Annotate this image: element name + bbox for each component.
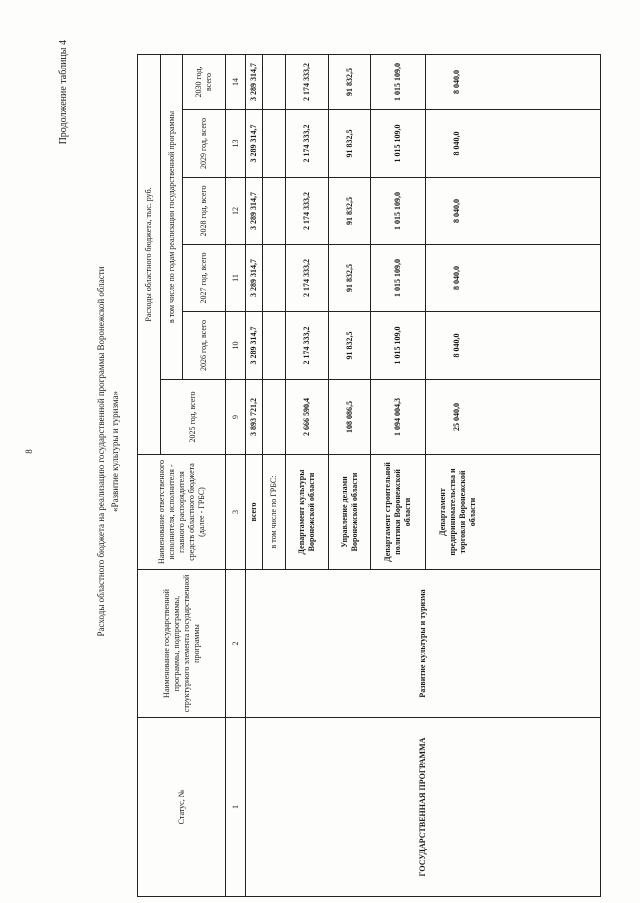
column-number: 9	[226, 380, 246, 455]
column-number: 10	[226, 312, 246, 380]
value-cell: 108 086,5	[329, 380, 371, 455]
column-number: 12	[226, 178, 246, 245]
value-cell-empty	[263, 110, 286, 178]
document-title	[94, 0, 122, 903]
executor-cell: Управление делами Воронежской области	[329, 455, 371, 570]
value-cell-empty	[263, 178, 286, 245]
header-status: Статус, №	[138, 718, 226, 897]
value-cell: 25 040,0	[426, 380, 601, 455]
value-cell: 8 040,0	[426, 245, 601, 312]
value-cell: 2 174 333,2	[286, 110, 329, 178]
document-title-line-2: «Развитие культуры и туризма»	[110, 390, 120, 513]
value-cell: 1 015 109,0	[371, 110, 426, 178]
program-name: Развитие культуры и туризма	[246, 570, 601, 718]
header-including-by-years: в том числе по годам реализации государственной программы	[161, 54, 183, 379]
header-year-2028: 2028 год, всего	[183, 178, 226, 245]
executor-cell: Департамент предпринимательства и торговли Воронежской области	[426, 455, 601, 570]
column-number: 14	[226, 54, 246, 109]
value-cell: 8 040,0	[426, 312, 601, 380]
value-cell-empty	[263, 312, 286, 380]
value-cell: 1 015 109,0	[371, 312, 426, 380]
value-cell-empty	[263, 245, 286, 312]
value-cell: 2 174 333,2	[286, 245, 329, 312]
value-cell: 3 289 314,7	[246, 245, 263, 312]
value-cell: 91 832,5	[329, 178, 371, 245]
header-expenses: Расходы областного бюджета, тыс. руб.	[138, 54, 161, 454]
header-year-2027: 2027 год, всего	[183, 245, 226, 312]
header-year-2030: 2030 год, всего	[183, 54, 226, 109]
header-year-2025: 2025 год, всего	[161, 380, 226, 455]
value-cell: 2 666 590,4	[286, 380, 329, 455]
value-cell: 1 015 109,0	[371, 178, 426, 245]
value-cell: 91 832,5	[329, 245, 371, 312]
column-number: 11	[226, 245, 246, 312]
column-number: 13	[226, 110, 246, 178]
header-program-name: Наименование государственной программы, подпрограммы, структурного элемента государственной программы	[138, 570, 226, 718]
value-cell: 3 289 314,7	[246, 54, 263, 109]
value-cell: 8 040,0	[426, 54, 601, 109]
executor-cell: Департамент культуры Воронежской области	[286, 455, 329, 570]
value-cell: 91 832,5	[329, 312, 371, 380]
value-cell: 1 094 004,3	[371, 380, 426, 455]
executor-cell: в том числе по ГРБС:	[263, 455, 286, 570]
table-continuation-label: Продолжение таблицы 4	[58, 40, 69, 145]
value-cell: 3 289 314,7	[246, 110, 263, 178]
header-year-2026: 2026 год, всего	[183, 312, 226, 380]
column-number: 3	[226, 455, 246, 570]
value-cell: 1 015 109,0	[371, 54, 426, 109]
value-cell-empty	[263, 380, 286, 455]
value-cell: 8 040,0	[426, 178, 601, 245]
table-row	[246, 54, 263, 896]
value-cell: 2 174 333,2	[286, 54, 329, 109]
header-year-2029: 2029 год, всего	[183, 110, 226, 178]
column-number: 2	[226, 570, 246, 718]
document-title-line-1: Расходы областного бюджета на реализацию государственной программы Воронежской области	[96, 266, 106, 637]
executor-cell: всего	[246, 455, 263, 570]
header-executor: Наименование ответственного исполнителя, исполнителя - главного распорядителя средств областного бюджета (далее - ГРБС)	[138, 455, 226, 570]
value-cell: 1 015 109,0	[371, 245, 426, 312]
value-cell: 91 832,5	[329, 110, 371, 178]
value-cell: 91 832,5	[329, 54, 371, 109]
value-cell: 3 289 314,7	[246, 312, 263, 380]
value-cell: 8 040,0	[426, 110, 601, 178]
value-cell: 3 893 721,2	[246, 380, 263, 455]
page-number: 8	[24, 449, 34, 454]
value-cell-empty	[263, 54, 286, 109]
column-number: 1	[226, 718, 246, 897]
value-cell: 3 289 314,7	[246, 178, 263, 245]
column-numbers-row	[226, 54, 246, 896]
value-cell: 2 174 333,2	[286, 312, 329, 380]
program-status: ГОСУДАРСТВЕННАЯ ПРОГРАММА	[246, 718, 601, 897]
budget-table	[137, 54, 601, 897]
executor-cell: Департамент строительной политики Воронежской области	[371, 455, 426, 570]
value-cell: 2 174 333,2	[286, 178, 329, 245]
header-row	[138, 54, 161, 896]
